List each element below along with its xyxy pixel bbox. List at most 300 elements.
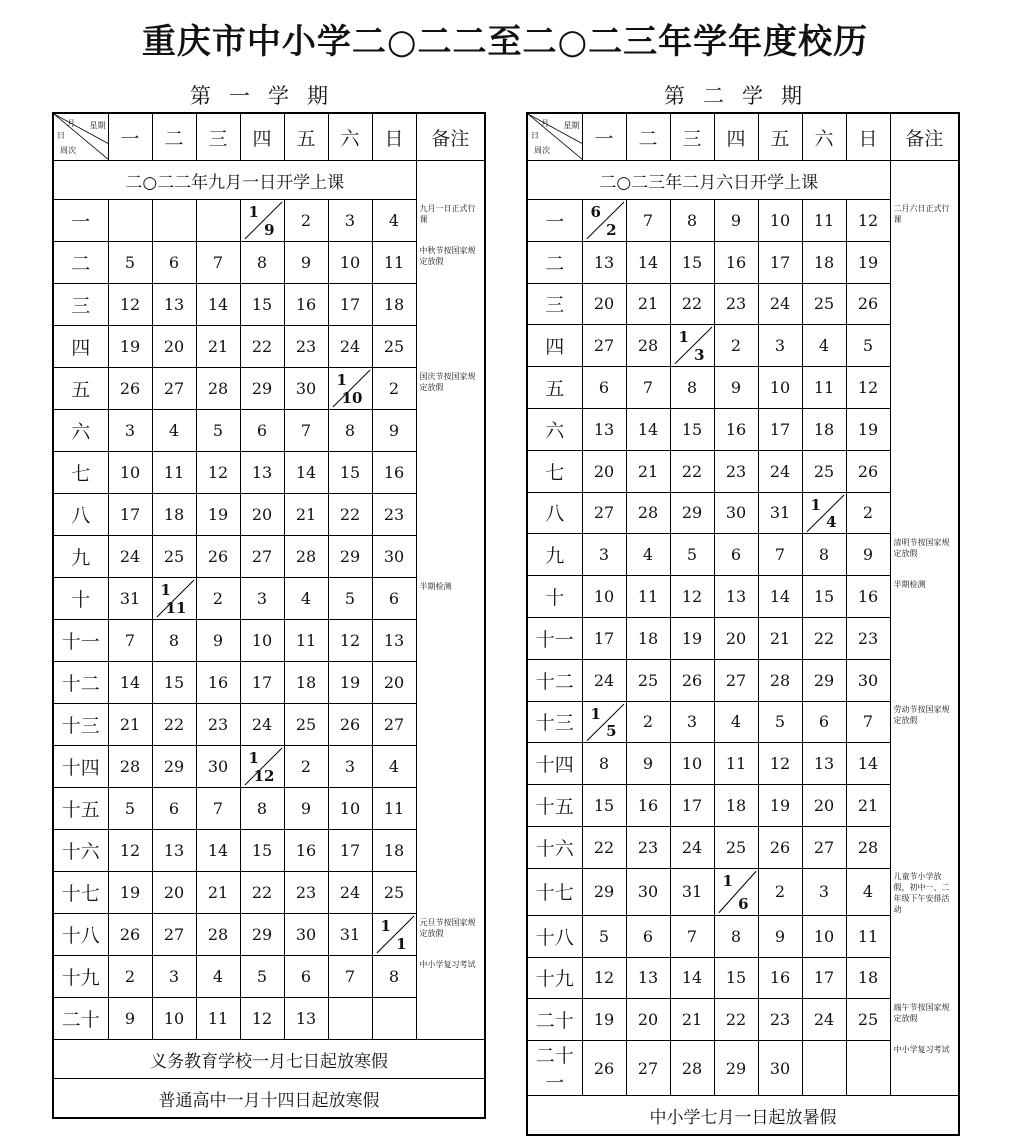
day-cell: 15 [328,452,372,494]
week-row [527,617,959,659]
week-row [527,283,959,325]
month-start-day-cell [582,701,626,743]
day-cell: 16 [284,830,328,872]
holiday-footer-row [527,1096,959,1136]
day-cell: 7 [670,915,714,957]
day-cell: 23 [284,326,328,368]
weekday-header: 四 [240,113,284,161]
week-row [53,368,485,410]
day-cell: 19 [758,785,802,827]
day-cell: 12 [240,998,284,1040]
day-cell: 27 [582,325,626,367]
week-number: 十八 [53,914,108,956]
day-cell: 8 [714,915,758,957]
header-row [527,113,959,161]
day-cell: 11 [284,620,328,662]
month-number: 2 [606,220,617,239]
corner-weekday: 星期 [563,121,580,130]
week-row [53,788,485,830]
week-number: 九 [527,534,582,576]
day-cell: 27 [152,914,196,956]
day-cell: 10 [670,743,714,785]
week-row [53,452,485,494]
day-cell: 25 [802,283,846,325]
day-cell: 7 [328,956,372,998]
week-number: 三 [527,283,582,325]
day-cell: 19 [670,617,714,659]
day-cell: 18 [152,494,196,536]
week-number: 十四 [53,746,108,788]
weekday-header: 五 [758,113,802,161]
day-cell: 20 [582,283,626,325]
week-number: 十九 [53,956,108,998]
day-cell: 25 [152,536,196,578]
day-cell: 10 [240,620,284,662]
week-row [53,662,485,704]
day-cell: 10 [758,367,802,409]
week-number: 十八 [527,915,582,957]
week-number: 六 [53,410,108,452]
day-cell: 27 [152,368,196,410]
day-cell: 23 [846,617,890,659]
day-cell: 2 [284,200,328,242]
day-cell: 30 [846,659,890,701]
week-row [527,743,959,785]
day-cell: 26 [196,536,240,578]
note-cell [890,161,959,200]
day-cell: 10 [108,452,152,494]
day-cell: 3 [758,325,802,367]
diagonal-divider [241,200,284,241]
week-number: 十五 [53,788,108,830]
weekday-header: 四 [714,113,758,161]
day-cell: 8 [240,242,284,284]
day-cell: 10 [328,242,372,284]
day-cell: 6 [284,956,328,998]
week-row [527,367,959,409]
day-cell: 26 [670,659,714,701]
diagonal-divider [583,200,626,241]
day-cell: 20 [626,999,670,1041]
week-number: 二十一 [527,1041,582,1096]
week-number: 十一 [527,617,582,659]
week-number: 五 [527,367,582,409]
day-cell: 11 [372,242,416,284]
day-cell: 15 [240,284,284,326]
note-cell [416,788,485,830]
day-cell: 2 [758,868,802,915]
note-cell [416,746,485,788]
day-cell: 17 [328,284,372,326]
day-cell [328,998,372,1040]
week-number: 十三 [527,701,582,743]
day-cell: 25 [846,999,890,1041]
day-cell [196,200,240,242]
day-cell: 20 [582,450,626,492]
day-cell: 25 [284,704,328,746]
day-cell: 4 [714,701,758,743]
day-cell: 6 [582,367,626,409]
note-cell: 九月一日正式行课 [416,200,485,242]
note-cell: 半期检测 [890,576,959,618]
day-cell: 8 [670,367,714,409]
holiday-footer: 义务教育学校一月七日起放寒假 [53,1040,485,1079]
corner-weekday: 星期 [89,121,106,130]
calendar-table [526,112,960,1136]
notes-header: 备注 [890,113,959,161]
day-cell: 24 [758,450,802,492]
day-cell: 8 [372,956,416,998]
day-cell: 15 [802,576,846,618]
day-cell: 28 [626,492,670,534]
day-cell: 17 [240,662,284,704]
week-row [53,746,485,788]
month-number: 12 [253,767,275,785]
weekday-header: 一 [582,113,626,161]
note-cell [890,367,959,409]
week-number: 十六 [53,830,108,872]
note-cell: 元旦节按国家规定放假 [416,914,485,956]
month-start-day-cell [714,868,758,915]
day-cell: 11 [372,788,416,830]
day-cell: 13 [626,957,670,999]
day-cell: 10 [802,915,846,957]
day-cell: 11 [626,576,670,618]
week-number: 六 [527,408,582,450]
day-cell: 9 [846,534,890,576]
week-number: 十七 [527,868,582,915]
weekday-header: 五 [284,113,328,161]
note-cell [890,659,959,701]
day-cell: 23 [758,999,802,1041]
day-cell: 24 [240,704,284,746]
day-cell: 29 [328,536,372,578]
corner-day: 日 [57,131,65,140]
day-number: 1 [810,495,821,514]
day-cell: 31 [670,868,714,915]
day-cell: 8 [802,534,846,576]
day-cell: 15 [714,957,758,999]
day-cell: 21 [758,617,802,659]
diagonal-divider [671,325,714,366]
month-start-day-cell [240,746,284,788]
day-cell: 9 [196,620,240,662]
day-cell: 18 [802,408,846,450]
note-cell: 中小学复习考试 [890,1041,959,1096]
week-number: 二 [53,242,108,284]
day-cell: 5 [328,578,372,620]
note-cell: 中小学复习考试 [416,956,485,998]
day-cell: 27 [714,659,758,701]
week-number: 二 [527,241,582,283]
day-cell: 7 [626,200,670,242]
day-cell [108,200,152,242]
week-number: 五 [53,368,108,410]
week-row [527,408,959,450]
day-cell: 13 [582,408,626,450]
day-cell: 7 [108,620,152,662]
day-cell: 12 [670,576,714,618]
week-row [53,620,485,662]
day-cell: 19 [108,872,152,914]
week-row [527,1041,959,1096]
day-cell: 21 [626,450,670,492]
day-cell: 8 [328,410,372,452]
day-cell: 23 [372,494,416,536]
day-cell: 13 [582,241,626,283]
header-row [53,113,485,161]
week-row [527,999,959,1041]
day-cell: 5 [108,242,152,284]
week-number: 十一 [53,620,108,662]
day-cell: 20 [372,662,416,704]
day-cell: 17 [802,957,846,999]
day-cell: 21 [196,872,240,914]
note-cell [416,620,485,662]
day-cell: 17 [670,785,714,827]
day-cell: 22 [670,450,714,492]
day-cell: 20 [714,617,758,659]
day-cell: 12 [328,620,372,662]
day-cell: 13 [240,452,284,494]
calendar-table [52,112,486,1119]
month-number: 5 [606,722,617,741]
day-cell: 9 [372,410,416,452]
weekday-header: 日 [372,113,416,161]
week-row [53,998,485,1040]
note-cell [890,785,959,827]
day-cell: 6 [626,915,670,957]
day-cell: 12 [582,957,626,999]
month-number: 3 [694,346,705,365]
day-cell: 3 [802,868,846,915]
day-cell: 16 [846,576,890,618]
day-cell: 18 [714,785,758,827]
day-number: 1 [160,581,171,599]
diagonal-divider [715,869,758,915]
weekday-header: 一 [108,113,152,161]
day-cell: 22 [582,826,626,868]
day-cell: 13 [372,620,416,662]
day-cell: 22 [240,326,284,368]
day-cell: 12 [196,452,240,494]
day-cell: 20 [802,785,846,827]
week-number: 一 [53,200,108,242]
semester-1-calendar [52,80,484,1119]
month-number: 6 [738,894,749,913]
corner-week: 周次 [534,146,550,155]
day-cell: 17 [108,494,152,536]
day-cell: 30 [284,368,328,410]
week-number: 十五 [527,785,582,827]
day-cell: 28 [196,914,240,956]
corner-month: 月 [67,119,75,128]
corner-header [53,113,108,161]
day-cell: 30 [714,492,758,534]
day-cell: 27 [802,826,846,868]
day-cell: 14 [196,830,240,872]
day-cell: 14 [108,662,152,704]
week-number: 八 [53,494,108,536]
day-number: 1 [590,704,601,723]
day-cell: 13 [152,284,196,326]
day-cell: 13 [714,576,758,618]
day-cell: 15 [582,785,626,827]
note-cell [416,704,485,746]
day-cell: 22 [328,494,372,536]
week-number: 十三 [53,704,108,746]
day-cell: 3 [670,701,714,743]
day-cell: 27 [626,1041,670,1096]
week-row [53,956,485,998]
day-cell: 3 [328,746,372,788]
day-cell: 9 [714,200,758,242]
day-cell: 6 [152,788,196,830]
note-cell [416,452,485,494]
day-cell: 28 [670,1041,714,1096]
day-cell: 24 [328,326,372,368]
day-cell: 2 [284,746,328,788]
week-number: 十七 [53,872,108,914]
day-cell: 7 [196,242,240,284]
diagonal-divider [583,702,626,743]
day-cell: 28 [196,368,240,410]
month-number: 1 [396,935,407,953]
start-banner-row [527,161,959,200]
note-cell [890,617,959,659]
day-cell: 15 [152,662,196,704]
week-row [53,284,485,326]
day-cell: 6 [152,242,196,284]
week-number: 七 [527,450,582,492]
week-number: 九 [53,536,108,578]
day-cell: 12 [108,284,152,326]
week-row [527,915,959,957]
week-row [53,914,485,956]
note-cell [416,872,485,914]
note-cell [890,283,959,325]
week-row [527,785,959,827]
note-cell [416,326,485,368]
week-row [527,826,959,868]
week-row [527,241,959,283]
week-row [527,957,959,999]
month-start-day-cell [802,492,846,534]
day-cell: 6 [802,701,846,743]
day-cell: 28 [284,536,328,578]
semester-title: 第一学期 [190,84,346,108]
day-cell: 18 [372,830,416,872]
week-number: 四 [53,326,108,368]
day-cell: 26 [328,704,372,746]
note-cell [890,957,959,999]
holiday-footer-row [53,1079,485,1119]
day-number: 1 [248,203,259,221]
day-cell: 21 [196,326,240,368]
day-cell: 5 [758,701,802,743]
note-cell [416,161,485,200]
day-cell: 18 [802,241,846,283]
note-cell: 儿童节小学放假，初中一、二年级下午安排活动 [890,868,959,915]
day-cell: 23 [284,872,328,914]
note-cell [416,662,485,704]
week-row [53,830,485,872]
day-cell: 11 [196,998,240,1040]
note-cell: 国庆节按国家规定放假 [416,368,485,410]
day-cell: 30 [284,914,328,956]
day-cell: 16 [758,957,802,999]
day-cell: 5 [196,410,240,452]
week-number: 十六 [527,826,582,868]
notes-header: 备注 [416,113,485,161]
month-start-day-cell [582,200,626,242]
month-start-day-cell [328,368,372,410]
day-cell: 2 [846,492,890,534]
note-cell: 中秋节按国家规定放假 [416,242,485,284]
month-number: 10 [341,389,363,407]
note-cell [416,830,485,872]
day-cell: 31 [108,578,152,620]
note-cell: 清明节按国家规定放假 [890,534,959,576]
day-cell: 4 [802,325,846,367]
day-cell: 30 [626,868,670,915]
day-cell: 28 [758,659,802,701]
week-row [527,325,959,367]
day-cell: 20 [152,326,196,368]
day-cell: 24 [670,826,714,868]
day-cell: 18 [372,284,416,326]
day-cell: 15 [670,408,714,450]
day-cell: 21 [626,283,670,325]
day-cell: 29 [714,1041,758,1096]
day-cell: 19 [846,241,890,283]
note-cell [890,325,959,367]
day-cell [846,1041,890,1096]
semester-2-calendar [526,80,958,1136]
day-number: 1 [248,749,259,767]
day-cell: 16 [372,452,416,494]
day-cell: 15 [240,830,284,872]
week-row [527,200,959,242]
day-cell: 16 [714,408,758,450]
day-cell: 25 [372,326,416,368]
day-cell: 18 [284,662,328,704]
month-number: 9 [264,221,275,239]
day-cell: 14 [626,408,670,450]
weekday-header: 三 [670,113,714,161]
day-cell: 19 [196,494,240,536]
week-number: 三 [53,284,108,326]
week-number: 十九 [527,957,582,999]
note-cell [890,492,959,534]
week-number: 八 [527,492,582,534]
week-number: 二十 [53,998,108,1040]
week-row [53,326,485,368]
day-cell: 25 [714,826,758,868]
day-cell: 12 [846,367,890,409]
day-cell: 21 [284,494,328,536]
day-cell: 27 [582,492,626,534]
month-start-day-cell [372,914,416,956]
day-cell: 5 [846,325,890,367]
day-cell: 7 [626,367,670,409]
day-number: 1 [678,328,689,347]
corner-header [527,113,582,161]
day-cell: 8 [670,200,714,242]
day-cell: 8 [240,788,284,830]
day-cell: 2 [196,578,240,620]
day-cell: 12 [846,200,890,242]
